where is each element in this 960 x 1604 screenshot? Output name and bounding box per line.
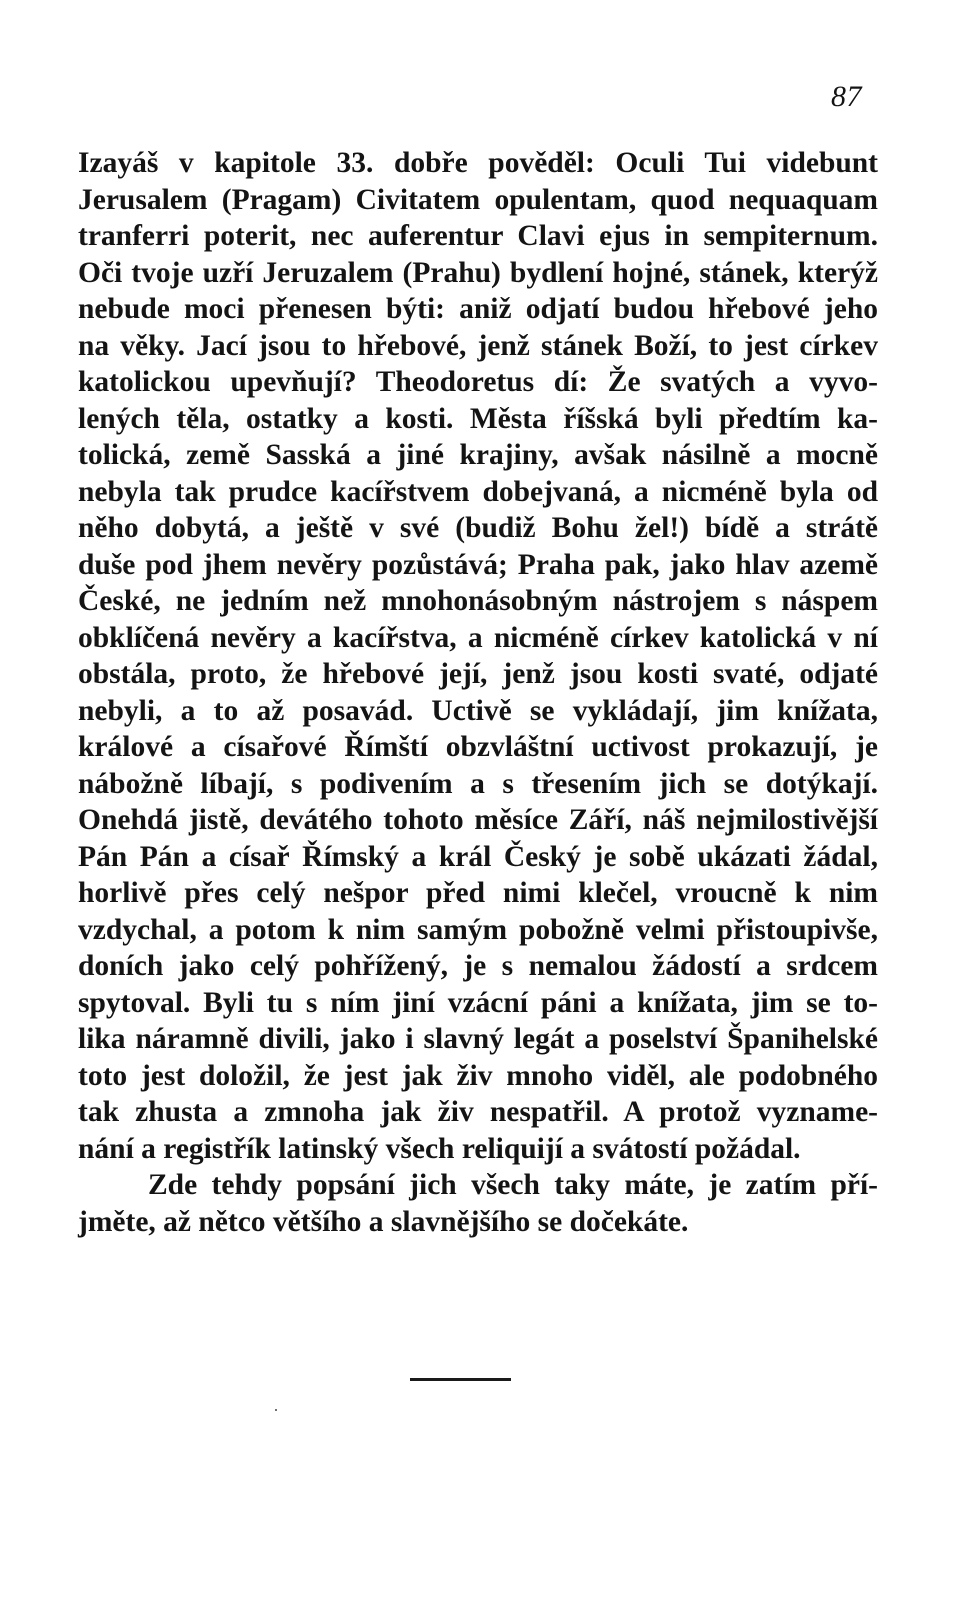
- text-line: Onehdá jistě, devátého tohoto měsíce Září, náš nejmilostivější: [78, 804, 878, 836]
- text-line: tak zhusta a zmnoha jak živ nespatřil. A protož vyzname-: [78, 1096, 878, 1128]
- page-number: 87: [831, 80, 862, 113]
- text-line: Oči tvoje uzří Jeruzalem (Prahu) bydlení hojné, stánek, kterýž: [78, 256, 878, 289]
- text-line: na věky. Jací jsou to hřebové, jenž stánek Boží, to jest církev: [78, 329, 878, 362]
- text-line: doních jako celý pohřížený, je s nemalou žádostí a srdcem: [78, 950, 878, 982]
- final-line: jměte, až nětco většího a slavnějšího se dočekáte.: [78, 1205, 689, 1238]
- text-line: spytoval. Byli tu s ním jiní vzácní páni a knížata, jim se to-: [78, 986, 878, 1019]
- text-line: nebude moci přenesen býti: aniž odjatí budou hřebové jeho: [78, 293, 878, 325]
- text-line: králové a císařové Římští obzvláštní uctivost prokazují, je: [78, 731, 878, 763]
- text-line: horlivě přes celý nešpor před nimi klečel, vroucně k nim: [78, 877, 878, 909]
- paragraph-end-line: nání a registřík latinský všech reliquijí a svátostí požádal.: [78, 1132, 801, 1165]
- text-line: vzdychal, a potom k nim samým pobožně velmi přistoupivše,: [78, 913, 878, 946]
- body-text: [78, 145, 878, 1240]
- text-line: toto jest doložil, že jest jak živ mnoho viděl, ale podobného: [78, 1059, 878, 1092]
- text-line: něho dobytá, a ještě v své (budiž Bohu žel!) bídě a strátě: [78, 512, 878, 544]
- text-line: Pán Pán a císař Římský a král Český je sobě ukázati žádal,: [78, 840, 878, 873]
- text-line: katolickou upevňují? Theodoretus dí: Že svatých a vyvo-: [78, 366, 878, 398]
- text-line: Jerusalem (Pragam) Civitatem opulentam, quod nequaquam: [78, 183, 878, 216]
- text-line: Izayáš v kapitole 33. dobře pověděl: Oculi Tui videbunt: [78, 147, 878, 179]
- text-line: tolická, země Sasská a jiné krajiny, avšak násilně a mocně: [78, 439, 878, 471]
- text-line: lika náramně divili, jako i slavný legát a poselství Španihelské: [78, 1023, 878, 1055]
- text-line: České, ne jedním než mnohonásobným nástrojem s náspem: [78, 585, 878, 617]
- section-end-rule: [410, 1378, 511, 1381]
- paper-speck: [275, 1409, 277, 1411]
- text-line: obstála, proto, že hřebové její, jenž jsou kosti svaté, odjaté: [78, 658, 878, 690]
- text-line: tranferri poterit, nec auferentur Clavi ejus in sempiternum.: [78, 220, 878, 252]
- text-line: nábožně líbají, s podivením a s třesením jich se dotýkají.: [78, 767, 878, 800]
- text-line: nebyla tak prudce kacířstvem dobejvaná, a nicméně byla od: [78, 475, 878, 508]
- text-line: lených těla, ostatky a kosti. Města říšská byli předtím ka-: [78, 402, 878, 435]
- text-line: duše pod jhem nevěry pozůstává; Praha pak, jako hlav azemě: [78, 548, 878, 581]
- paragraph-start-line: Zde tehdy popsání jich všech taky máte, je zatím pří-: [148, 1169, 878, 1201]
- text-line: obklíčená nevěry a kacířstva, a nicméně církev katolická v ní: [78, 621, 878, 654]
- text-line: nebyli, a to až posavád. Uctivě se vykládají, jim knížata,: [78, 694, 878, 727]
